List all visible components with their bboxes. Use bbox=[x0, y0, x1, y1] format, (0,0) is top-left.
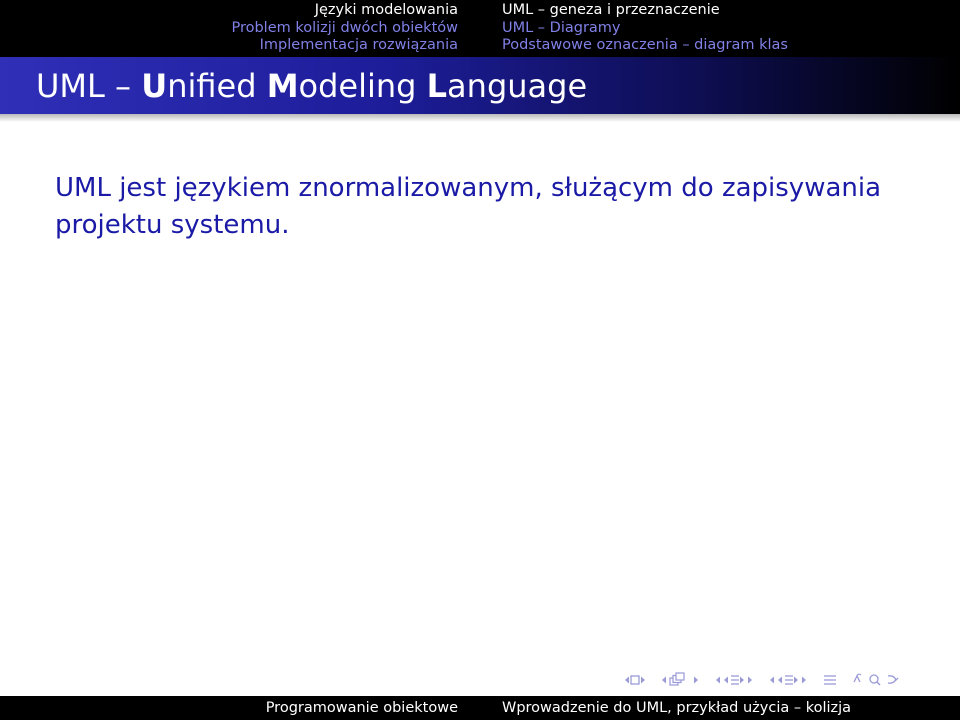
nav-search-icon[interactable] bbox=[852, 672, 902, 688]
title-part-4: odeling bbox=[298, 67, 427, 105]
header-navigation-bar bbox=[0, 0, 960, 57]
nav-subsection-icon[interactable] bbox=[714, 672, 754, 688]
title-part-3: M bbox=[266, 67, 299, 105]
nav-section-item-0[interactable]: Języki modelowania bbox=[314, 2, 458, 18]
nav-align-icon[interactable] bbox=[822, 672, 838, 688]
nav-slide-icon[interactable] bbox=[620, 673, 646, 687]
nav-section-item-2[interactable]: Implementacja rozwiązania bbox=[259, 37, 458, 53]
subsection-navigation bbox=[502, 2, 952, 55]
title-part-1: U bbox=[141, 67, 168, 105]
footer-title: Wprowadzenie do UML, przykład użycia – kolizja bbox=[502, 700, 852, 716]
nav-section-item-1[interactable]: Problem kolizji dwóch obiektów bbox=[231, 19, 458, 36]
title-part-5: L bbox=[426, 67, 448, 105]
frame-title bbox=[36, 66, 587, 106]
slide-body-text: UML jest językiem znormalizowanym, służącym do zapisywania projektu systemu. bbox=[55, 173, 882, 240]
navigation-symbols bbox=[620, 670, 916, 690]
title-part-2: nified bbox=[167, 67, 267, 105]
footer-bar bbox=[0, 696, 960, 720]
section-navigation bbox=[0, 2, 458, 55]
nav-frame-icon[interactable] bbox=[660, 672, 700, 688]
nav-section-icon[interactable] bbox=[768, 672, 808, 688]
title-bar-shadow bbox=[0, 114, 960, 122]
nav-subsection-item-1[interactable]: UML – Diagramy bbox=[502, 19, 621, 36]
title-part-6: anguage bbox=[447, 67, 588, 105]
title-part-0: UML – bbox=[36, 67, 142, 105]
footer-author: Programowanie obiektowe bbox=[265, 700, 458, 716]
nav-subsection-item-0[interactable]: UML – geneza i przeznaczenie bbox=[502, 2, 720, 18]
nav-subsection-item-2[interactable]: Podstawowe oznaczenia – diagram klas bbox=[502, 37, 788, 53]
